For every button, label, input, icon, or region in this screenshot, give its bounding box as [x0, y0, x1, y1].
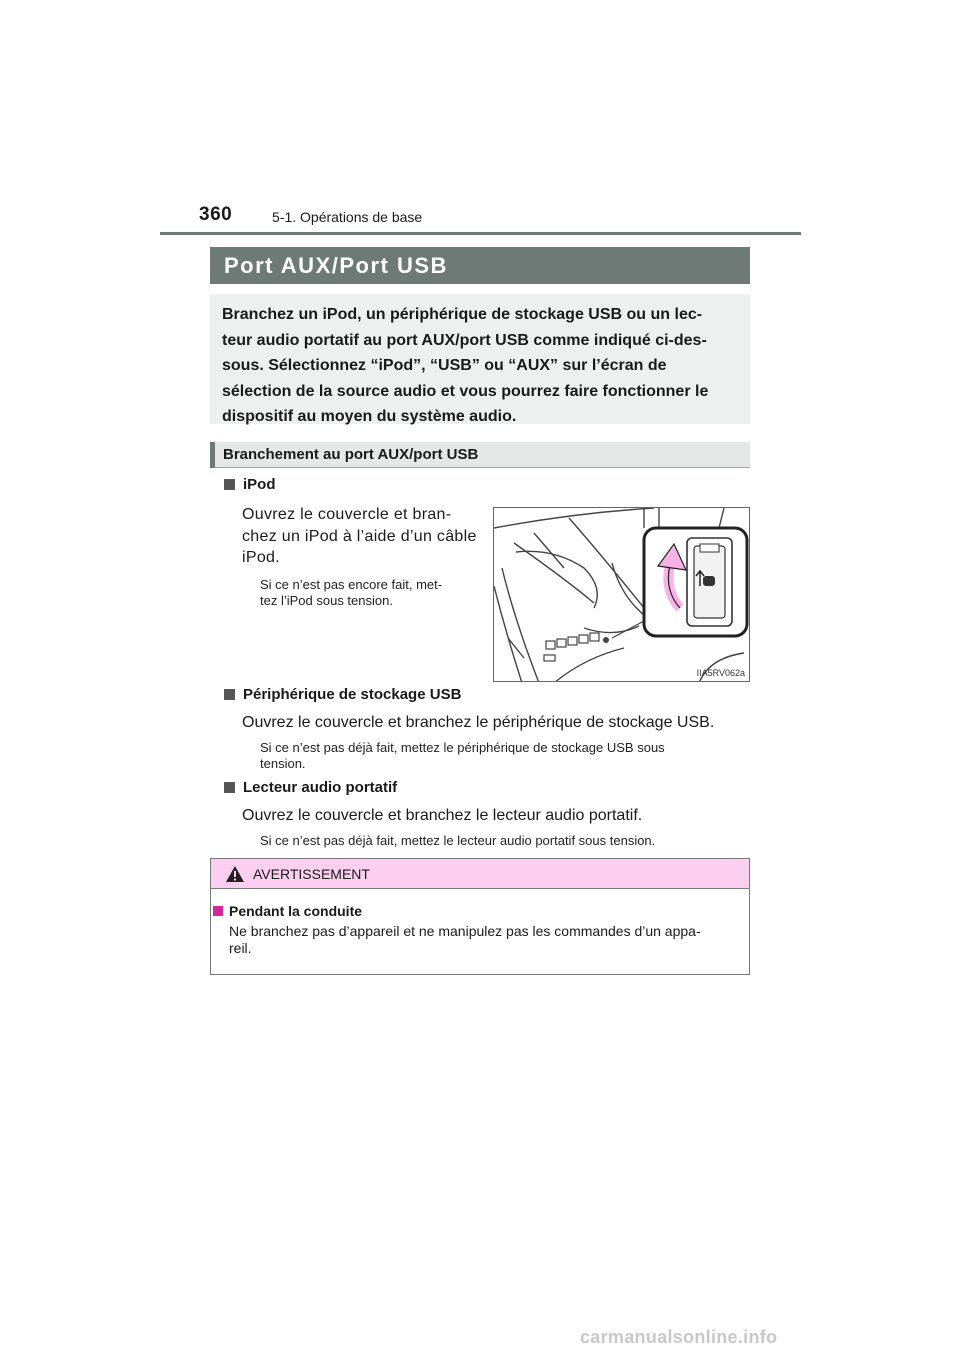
- item-heading-portable: [224, 779, 397, 796]
- intro-line: sous. Sélectionnez “iPod”, “USB” ou “AUX” sur l’écran de: [222, 357, 667, 374]
- body-line: Ouvrez le couvercle et bran-: [242, 506, 452, 523]
- item-note-portable: [260, 833, 655, 849]
- item-heading-usb: [224, 686, 461, 703]
- body-line: iPod.: [242, 549, 280, 566]
- warning-box: [210, 858, 750, 975]
- page-number: 360: [199, 204, 233, 225]
- intro-line: Branchez un iPod, un périphérique de stockage USB ou un lec-: [222, 306, 703, 323]
- intro-line: sélection de la source audio et vous pourrez faire fonctionner le: [222, 382, 709, 400]
- intro-box: [210, 294, 750, 424]
- warning-label: AVERTISSEMENT: [253, 865, 370, 882]
- note-line: Si ce n’est pas déjà fait, mettez le lecteur audio portatif sous tension.: [260, 833, 656, 848]
- item-note-usb: [260, 740, 665, 772]
- intro-line: teur audio portatif au port AUX/port USB comme indiqué ci-des-: [222, 331, 707, 349]
- subsection-header: [210, 442, 750, 468]
- intro-line: dispositif au moyen du système audio.: [222, 408, 517, 425]
- body-line: Ouvrez le couvercle et branchez le lecteur audio portatif.: [242, 807, 643, 824]
- note-line: Si ce n’est pas déjà fait, mettez le périphérique de stockage USB sous: [260, 740, 665, 755]
- note-line: tez l’iPod sous tension.: [260, 593, 393, 608]
- square-bullet-icon: [224, 479, 235, 490]
- body-line: Ouvrez le couvercle et branchez le périphérique de stockage USB.: [242, 714, 715, 731]
- warning-header: [211, 859, 749, 889]
- figure-code: IIA5RV062a: [696, 668, 745, 678]
- warning-line: reil.: [229, 940, 252, 956]
- item-heading-ipod: [224, 476, 276, 493]
- page-title: Port AUX/Port USB: [224, 252, 448, 278]
- item-body-usb: [242, 712, 714, 733]
- header-rule: [160, 232, 801, 235]
- warning-heading-text: Pendant la conduite: [229, 903, 363, 919]
- item-body-portable: [242, 805, 642, 826]
- item-heading-text: Lecteur audio portatif: [243, 779, 398, 796]
- note-line: tension.: [260, 756, 306, 771]
- item-heading-text: Périphérique de stockage USB: [243, 686, 462, 703]
- title-bar: [210, 247, 750, 284]
- dashboard-drawing: [494, 508, 750, 682]
- pink-bullet-icon: [213, 906, 223, 916]
- item-note-ipod: [260, 577, 442, 609]
- note-line: Si ce n’est pas encore fait, met-: [260, 577, 443, 592]
- warning-body: [229, 923, 745, 957]
- warning-heading: [213, 903, 362, 919]
- section-label: 5-1. Opérations de base: [272, 209, 423, 225]
- square-bullet-icon: [224, 689, 235, 700]
- site-watermark: carmanualsonline.info: [580, 1327, 778, 1347]
- item-heading-text: iPod: [243, 476, 276, 493]
- item-body-ipod: [242, 504, 477, 569]
- square-bullet-icon: [224, 782, 235, 793]
- warning-line: Ne branchez pas d’appareil et ne manipulez pas les commandes d’un appa-: [229, 923, 701, 939]
- body-line: chez un iPod à l’aide d’un câble: [242, 527, 477, 545]
- subsection-title: Branchement au port AUX/port USB: [223, 446, 479, 463]
- warning-triangle-icon: [225, 865, 245, 883]
- usb-port-illustration: [493, 507, 750, 682]
